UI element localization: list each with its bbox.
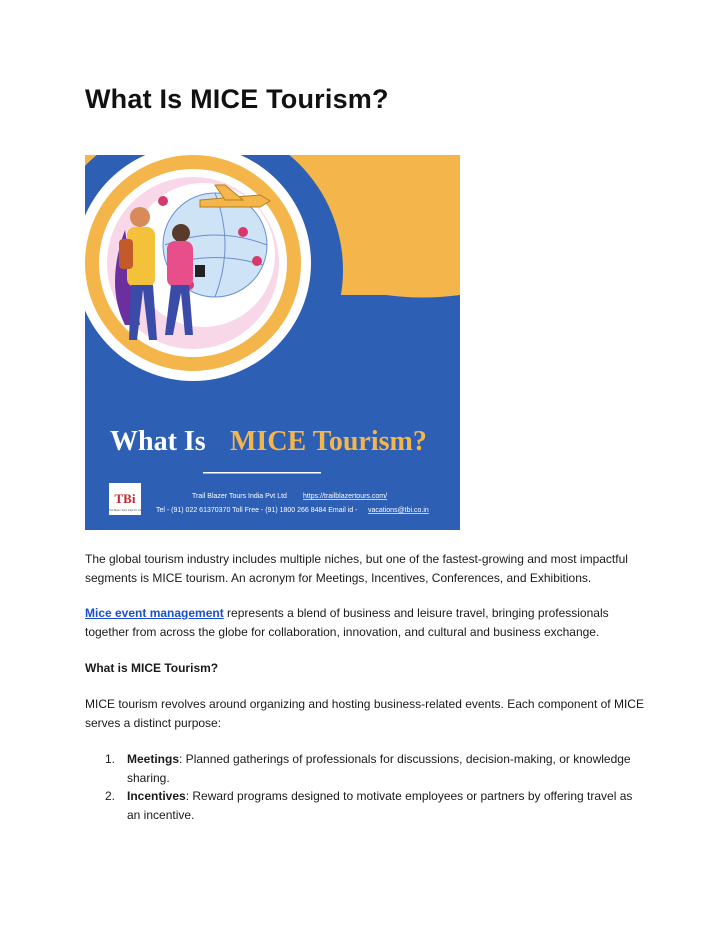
list-item <box>85 750 645 787</box>
page-title: What Is MICE Tourism? <box>85 84 389 114</box>
section-heading: What is MICE Tourism? <box>85 661 219 675</box>
mice-event-management-link[interactable]: Mice event management <box>85 606 224 620</box>
definition-paragraph: MICE tourism revolves around organizing and hosting business-related events. Each component of MICE serves a distinct purpose: <box>85 697 644 730</box>
banner-headline-part1: What Is <box>110 426 206 457</box>
banner-contact: Tel - (91) 022 61370370 Toll Free - (91) 1800 266 8484 Email id - <box>156 507 358 514</box>
list-description: : Planned gatherings of professionals for discussions, decision-making, or knowledge sharing. <box>127 752 631 785</box>
banner-headline-part2: MICE Tourism? <box>230 426 427 457</box>
banner-company: Trail Blazer Tours India Pvt Ltd <box>192 493 287 500</box>
list-number: 1. <box>105 752 116 766</box>
mice-management-paragraph <box>85 604 645 641</box>
paragraph-text: represents a blend of business and leisure travel, bringing professionals together from across the globe for collaboration, innovation, and cultural and business exchange. <box>85 606 609 639</box>
logo-subtext: Trail Blazer Tours India Pvt Ltd <box>108 509 142 512</box>
intro-paragraph: The global tourism industry includes multiple niches, but one of the fastest-growing and most impactful segments is MICE tourism. An acronym for Meetings, Incentives, Conferences, and Exhibitions. <box>85 552 628 585</box>
list-item <box>85 787 645 824</box>
logo-text: TBi <box>114 491 136 506</box>
hero-image <box>85 155 460 530</box>
list-number: 2. <box>105 789 116 803</box>
mice-tourism-banner <box>85 155 460 530</box>
banner-website: https://trailblazertours.com/ <box>303 493 388 500</box>
list-term: Meetings <box>127 752 180 766</box>
mice-components-list <box>85 750 645 824</box>
list-term: Incentives <box>127 789 186 803</box>
banner-email: vacations@tbi.co.in <box>368 507 429 514</box>
list-description: : Reward programs designed to motivate employees or partners by offering travel as an incentive. <box>127 789 633 822</box>
